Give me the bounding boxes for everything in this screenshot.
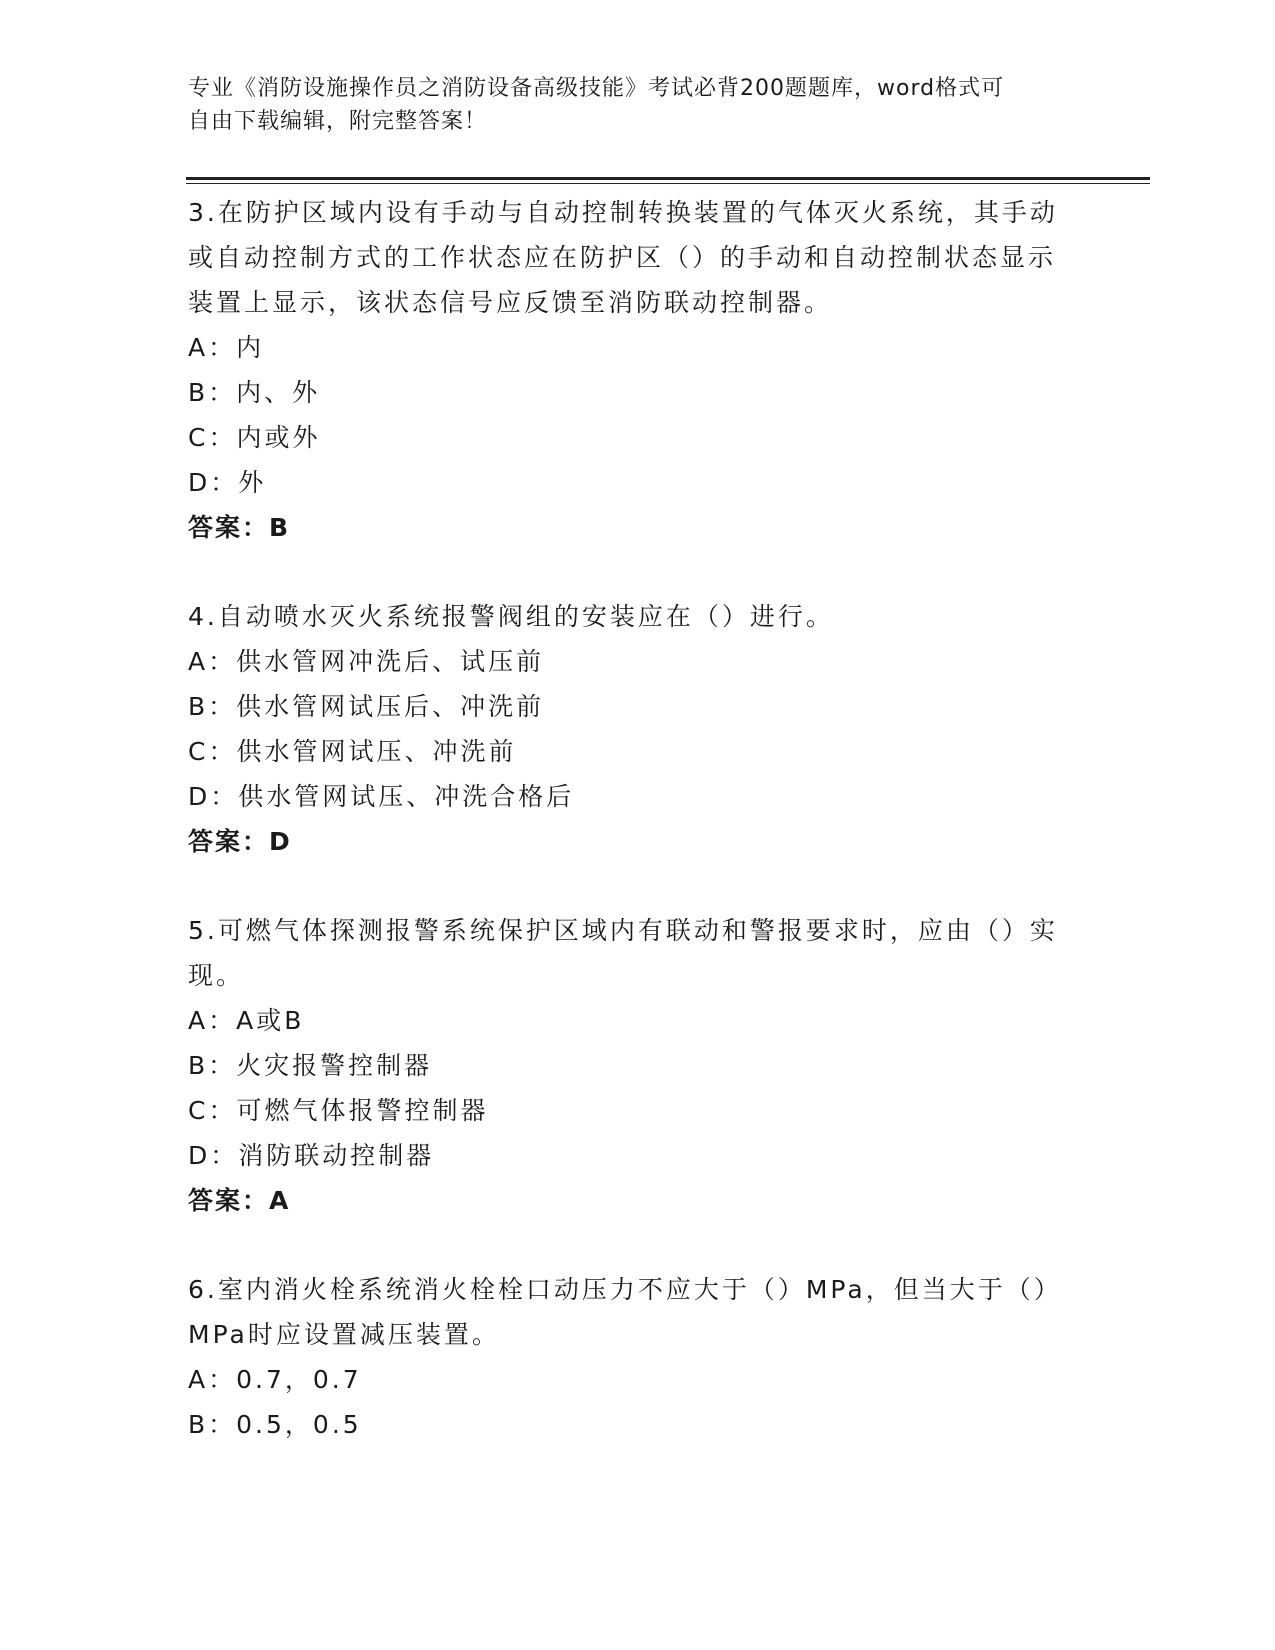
question-6 bbox=[188, 1267, 1068, 1447]
option-text: 供水管网试压、冲洗前 bbox=[236, 737, 517, 766]
option-text: 供水管网冲洗后、试压前 bbox=[236, 647, 545, 676]
option-b bbox=[188, 684, 1068, 729]
question-5 bbox=[188, 908, 1068, 1223]
option-b bbox=[188, 1043, 1068, 1088]
option-text: A或B bbox=[236, 1006, 305, 1035]
option-c bbox=[188, 1088, 1068, 1133]
option-d bbox=[188, 1133, 1068, 1178]
option-d bbox=[188, 774, 1068, 819]
option-letter: D： bbox=[188, 782, 239, 811]
option-letter: A： bbox=[188, 1365, 237, 1394]
option-letter: D： bbox=[188, 468, 239, 497]
option-c bbox=[188, 729, 1068, 774]
option-a bbox=[188, 998, 1068, 1043]
question-text: 5.可燃气体探测报警系统保护区域内有联动和警报要求时，应由（）实现。 bbox=[188, 916, 1058, 990]
option-c bbox=[188, 415, 1068, 460]
option-text: 内、外 bbox=[236, 378, 321, 407]
question-4 bbox=[188, 594, 1068, 864]
option-letter: A： bbox=[188, 333, 237, 362]
option-letter: B： bbox=[188, 692, 237, 721]
option-letter: D： bbox=[188, 1141, 239, 1170]
option-a bbox=[188, 325, 1068, 370]
option-text: 0.7，0.7 bbox=[236, 1365, 362, 1394]
document-intro bbox=[188, 72, 1068, 138]
option-text: 供水管网试压后、冲洗前 bbox=[236, 692, 545, 721]
option-text: 外 bbox=[238, 468, 267, 497]
option-letter: A： bbox=[188, 1006, 237, 1035]
question-3 bbox=[188, 190, 1068, 550]
option-b bbox=[188, 1402, 1068, 1447]
option-letter: B： bbox=[188, 1410, 237, 1439]
option-letter: C： bbox=[188, 1096, 237, 1125]
option-letter: B： bbox=[188, 378, 237, 407]
question-text: 3.在防护区域内设有手动与自动控制转换装置的气体灭火系统，其手动或自动控制方式的工作状态应在防护区（）的手动和自动控制状态显示装置上显示，该状态信号应反馈至消防联动控制器。 bbox=[188, 198, 1058, 317]
option-a bbox=[188, 639, 1068, 684]
question-text: 6.室内消火栓系统消火栓栓口动压力不应大于（）MPa，但当大于（）MPa时应设置减压装置。 bbox=[188, 1275, 1062, 1349]
answer-line: 答案：A bbox=[188, 1186, 291, 1215]
option-letter: B： bbox=[188, 1051, 237, 1080]
intro-line-2: 自由下载编辑，附完整答案！ bbox=[188, 109, 488, 134]
option-d bbox=[188, 460, 1068, 505]
option-text: 消防联动控制器 bbox=[238, 1141, 435, 1170]
option-b bbox=[188, 370, 1068, 415]
answer-line: 答案：D bbox=[188, 827, 292, 856]
option-text: 可燃气体报警控制器 bbox=[236, 1096, 489, 1125]
option-text: 0.5，0.5 bbox=[236, 1410, 362, 1439]
question-text: 4.自动喷水灭火系统报警阀组的安装应在（）进行。 bbox=[188, 602, 834, 631]
option-text: 内或外 bbox=[236, 423, 321, 452]
intro-line-1: 专业《消防设施操作员之消防设备高级技能》考试必背200题题库，word格式可 bbox=[188, 76, 1005, 101]
option-letter: A： bbox=[188, 647, 237, 676]
option-text: 火灾报警控制器 bbox=[236, 1051, 433, 1080]
header-divider-thin bbox=[186, 183, 1150, 184]
option-text: 供水管网试压、冲洗合格后 bbox=[238, 782, 575, 811]
option-a bbox=[188, 1357, 1068, 1402]
option-letter: C： bbox=[188, 737, 237, 766]
option-text: 内 bbox=[236, 333, 265, 362]
option-letter: C： bbox=[188, 423, 237, 452]
question-list bbox=[188, 190, 1068, 1491]
header-divider-thick bbox=[186, 177, 1150, 180]
answer-line: 答案：B bbox=[188, 513, 291, 542]
